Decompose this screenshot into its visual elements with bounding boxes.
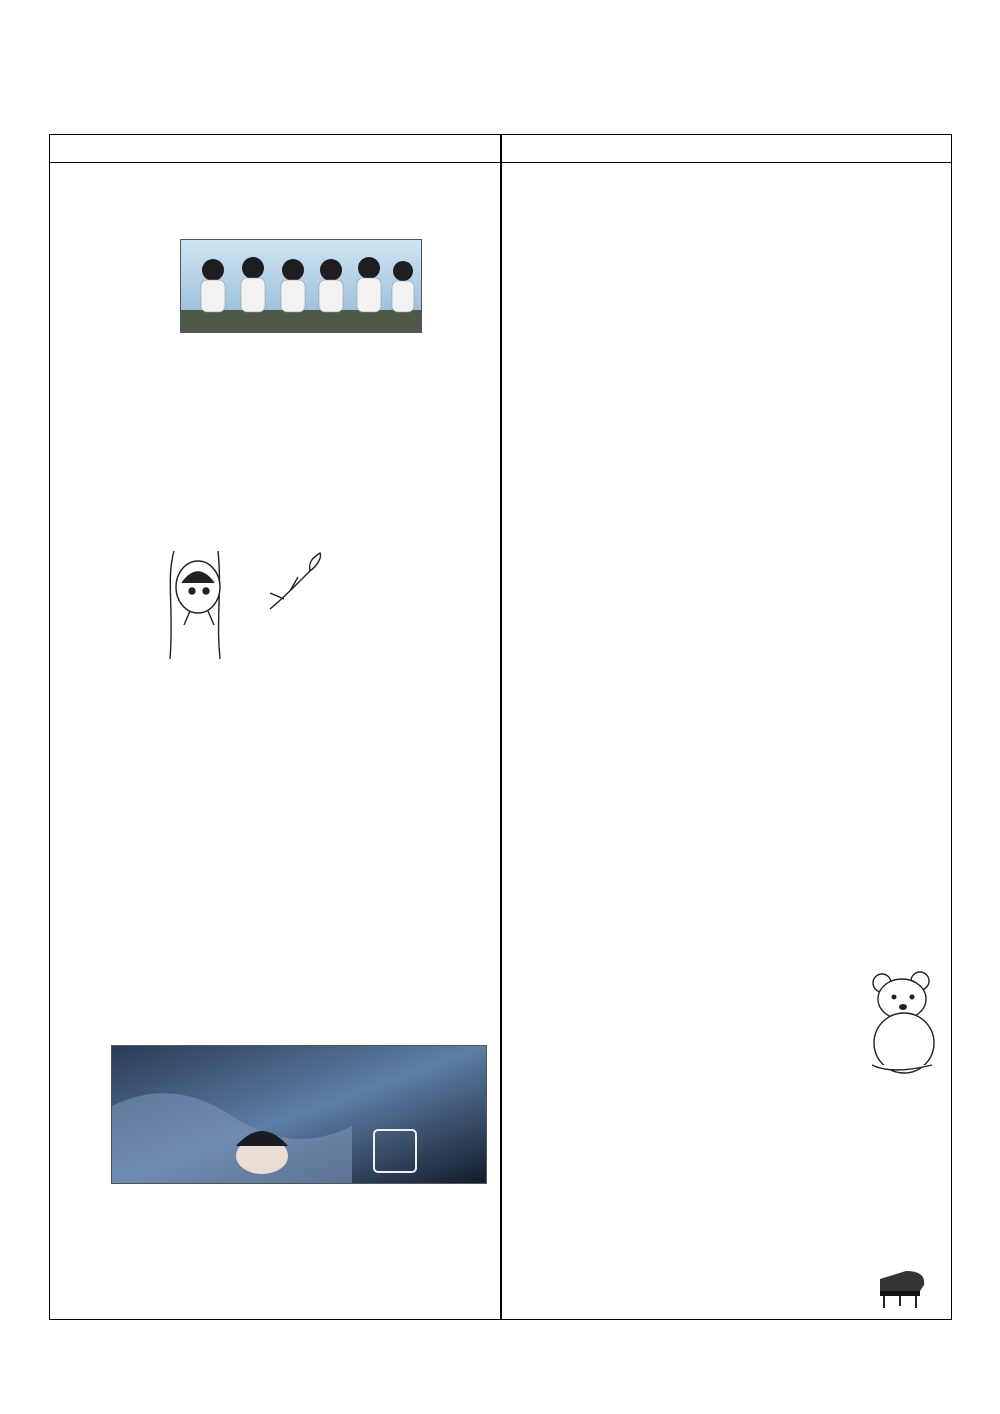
grand-piano-icon xyxy=(876,1265,928,1309)
sukuu-poster xyxy=(111,1045,487,1184)
schedule-table xyxy=(49,134,952,1320)
art-space-header xyxy=(501,135,952,163)
main-hall-header xyxy=(50,135,500,163)
bear-illustration xyxy=(860,965,950,1077)
group-photo xyxy=(180,239,422,333)
children-in-tree-illustration xyxy=(160,549,330,661)
column-divider xyxy=(500,135,502,1319)
